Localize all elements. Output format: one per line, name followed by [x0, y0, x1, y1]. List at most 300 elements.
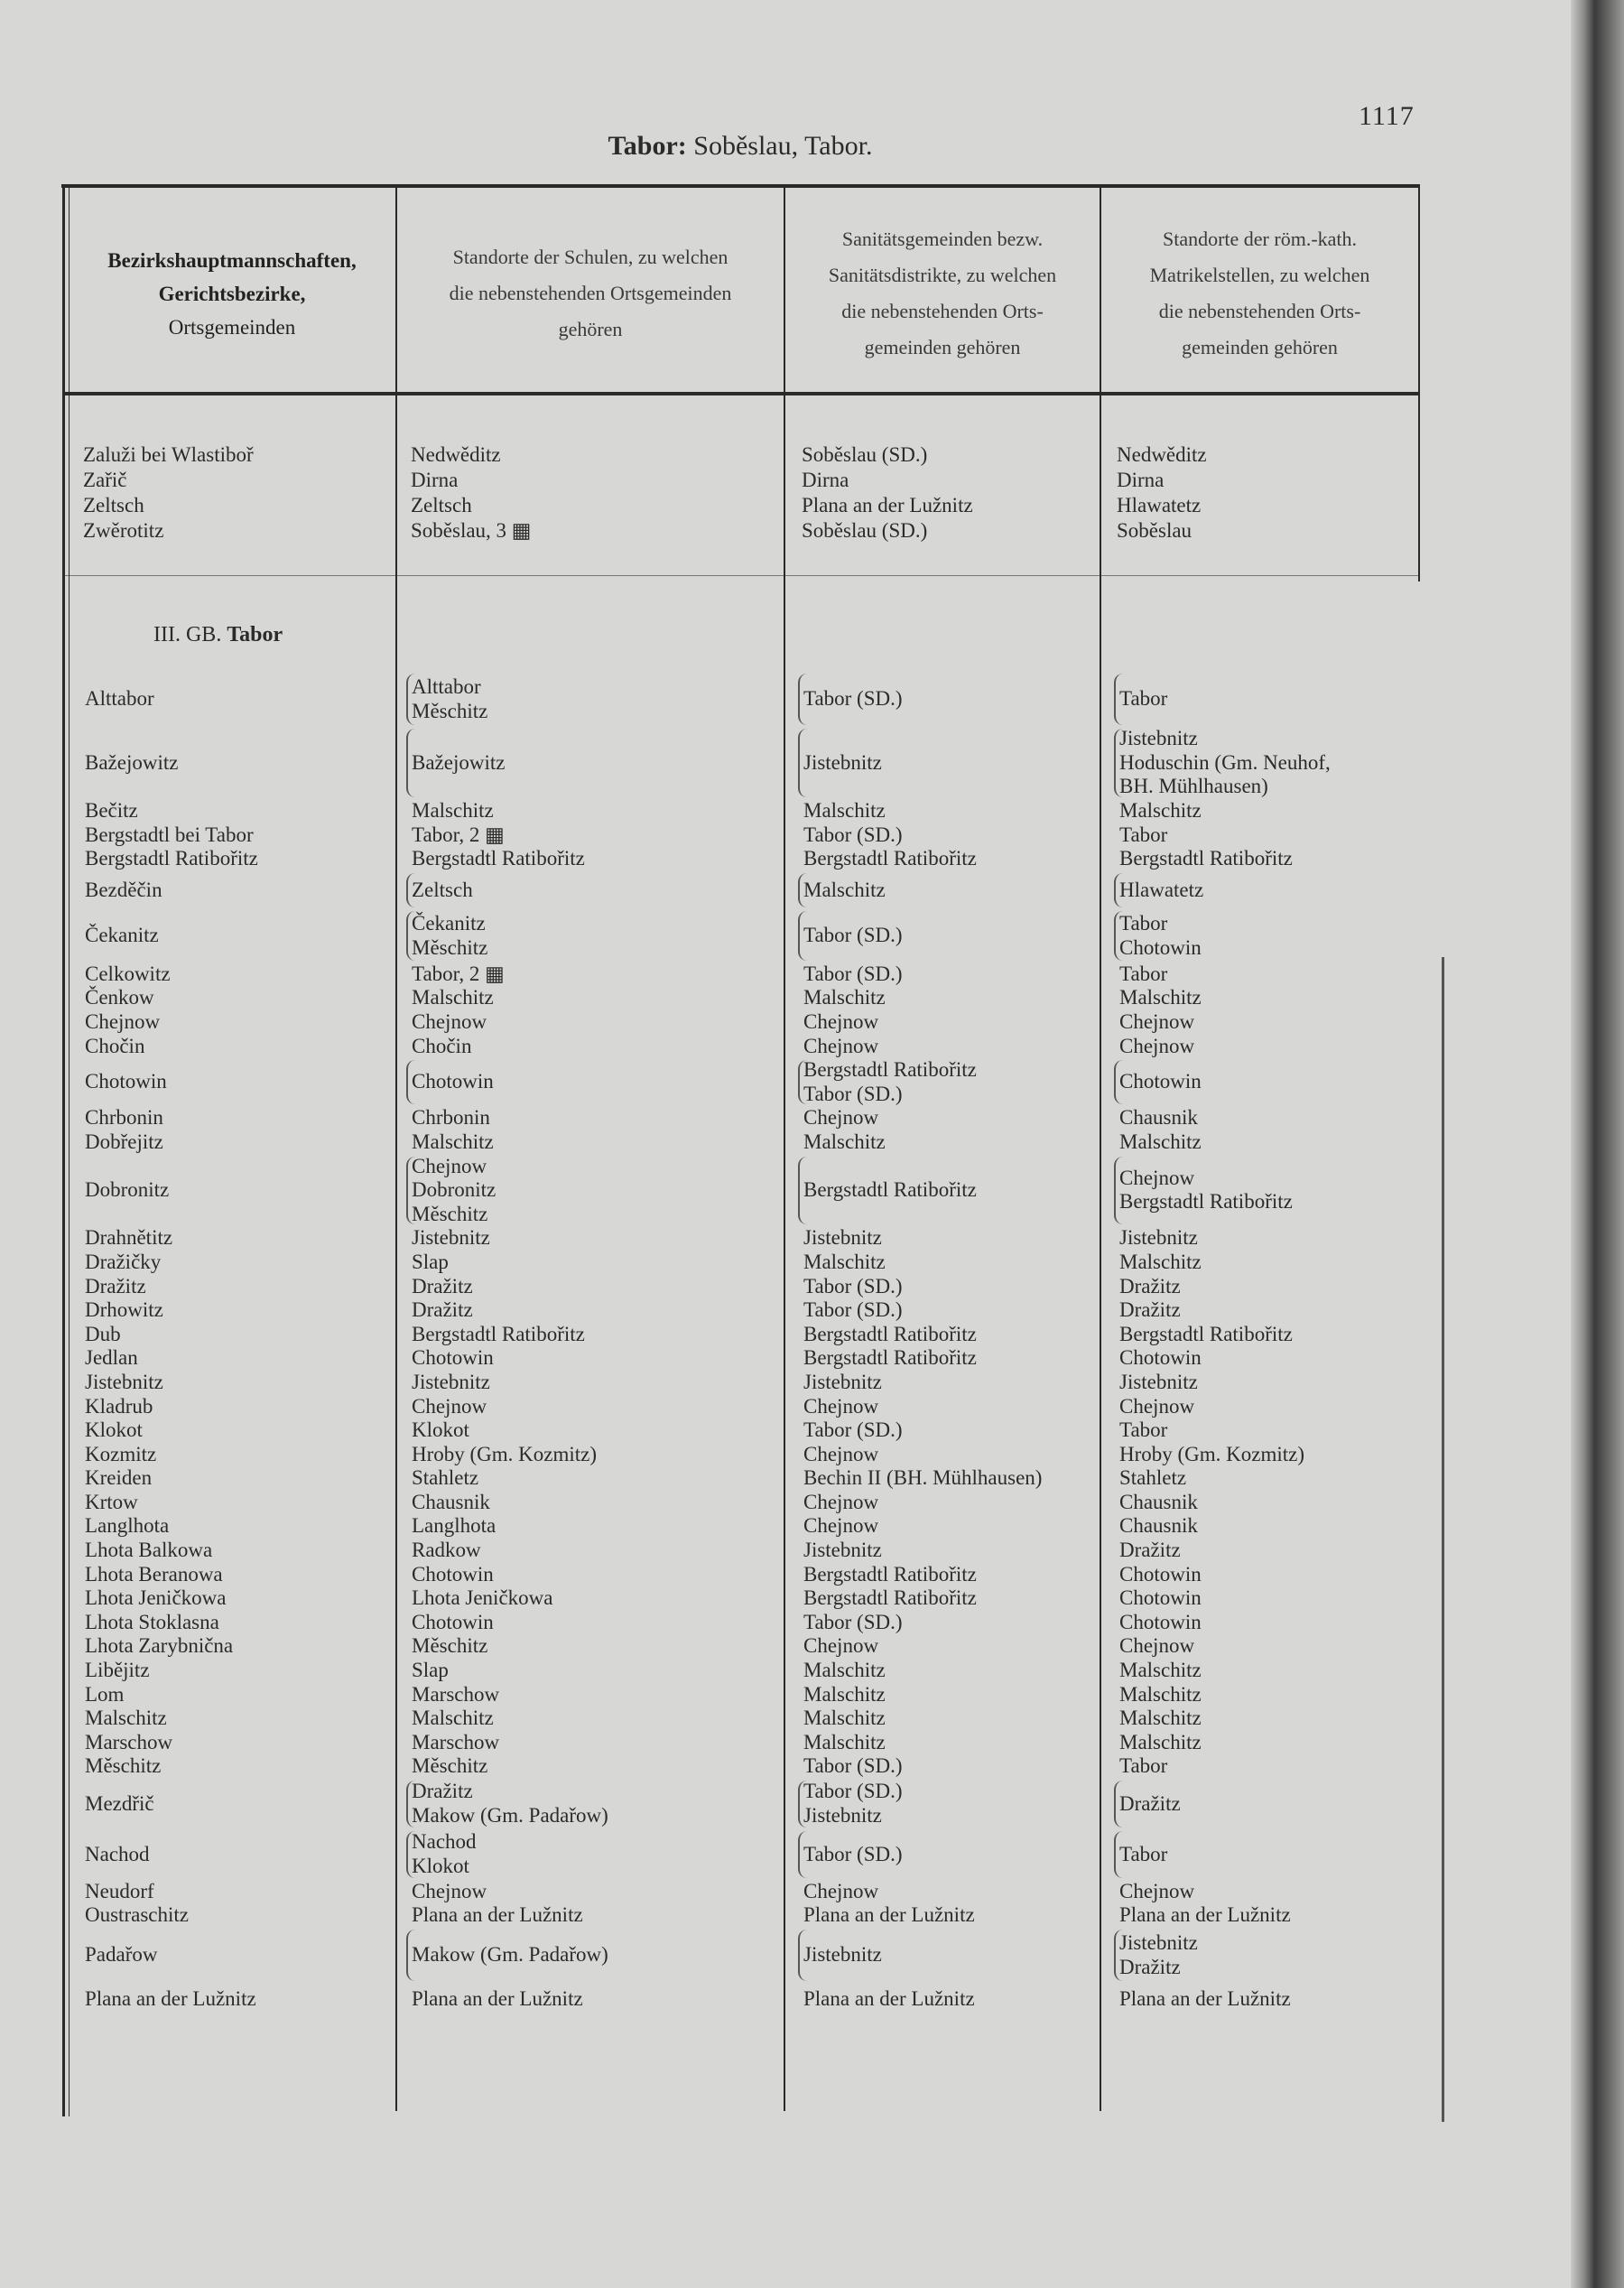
- cell-text: Malschitz: [1119, 1659, 1202, 1682]
- cell-text: Dražitz: [1119, 1274, 1181, 1297]
- cell-school: [412, 1491, 490, 1515]
- header-line: Sanitätsdistrikte, zu welchen: [828, 264, 1057, 286]
- cell-municipality: [85, 1779, 154, 1829]
- cell-sanitary-district: [803, 1106, 878, 1130]
- cell-school: [406, 729, 505, 797]
- cell-school: [412, 799, 494, 823]
- cell-municipality: [85, 1491, 138, 1515]
- cell-text: Tabor (SD.): [803, 1418, 903, 1442]
- cell-text: Jistebnitz: [803, 1943, 882, 1967]
- cell-text: Chrbonin: [85, 1106, 163, 1130]
- table-row: [0, 1010, 1444, 1035]
- cell-municipality: [85, 1058, 167, 1106]
- cell-text: Klokot: [412, 1854, 469, 1877]
- cell-text: Tabor (SD.): [803, 1082, 903, 1105]
- cell-text: Nedwěditz: [411, 443, 501, 466]
- cell-parish: [1119, 1880, 1194, 1904]
- cell-municipality: [85, 1298, 163, 1323]
- cell-sanitary-district: [803, 1491, 878, 1515]
- table-row: [0, 847, 1444, 871]
- cell-text: Tabor (SD.): [803, 687, 903, 711]
- cell-text: Chejnow: [1119, 1166, 1195, 1189]
- header-line: Bezirkshauptmannschaften,: [107, 248, 357, 272]
- cell-sanitary-district: [803, 1634, 878, 1659]
- table-row: [0, 1683, 1444, 1707]
- cell-school: [412, 1443, 597, 1467]
- cell-text: Jistebnitz: [1119, 1226, 1198, 1250]
- cell-text: Jistebnitz: [1119, 1930, 1198, 1954]
- cell-text: Dražitz: [412, 1780, 473, 1803]
- cell-text: Měschitz: [412, 1634, 488, 1658]
- cell-text: Padařow: [85, 1943, 158, 1967]
- cell-text: Dub: [85, 1322, 121, 1345]
- cell-municipality: [85, 1928, 157, 1983]
- cell-text: Bezděčin: [85, 878, 162, 901]
- cell-parish: [1119, 847, 1293, 871]
- cell-text: Zeltsch: [411, 494, 472, 516]
- cell-sanitary-district: [798, 873, 886, 908]
- cell-text: Chočin: [85, 1034, 145, 1057]
- cell-text: Chotowin: [1119, 1586, 1202, 1610]
- cell-parish: [1119, 1035, 1194, 1059]
- cell-school: [406, 1060, 494, 1104]
- cell-text: Hoduschin (Gm. Neuhof,: [1119, 750, 1331, 774]
- cell-text: Chotowin: [1119, 935, 1202, 959]
- cell-text: Čenkow: [85, 986, 154, 1009]
- cell-text: Slap: [412, 1659, 449, 1682]
- cell-sanitary-district: [803, 1586, 977, 1611]
- cell-sanitary-district: [798, 1781, 903, 1828]
- cell-text: Dražitz: [1119, 1955, 1181, 1978]
- cell-text: Lhota Jeničkowa: [412, 1586, 553, 1610]
- cell-text: Jistebnitz: [1119, 727, 1198, 750]
- header-col-sanitary: [785, 199, 1100, 388]
- cell-municipality: [85, 1683, 124, 1707]
- cell-sanitary-district: [798, 1060, 977, 1104]
- cell-text: Tabor (SD.): [803, 1610, 903, 1633]
- cell-parish: [1119, 1586, 1202, 1611]
- cell-text: Tabor, 2 ▦: [412, 823, 505, 846]
- cell-text: Zwěrotitz: [83, 519, 164, 542]
- cell-sanitary-district: [803, 1251, 886, 1275]
- table-row: [0, 1275, 1444, 1299]
- cell-text: Tabor: [1119, 1842, 1168, 1865]
- cell-text: Chejnow: [412, 1154, 487, 1177]
- cell-text: Tabor (SD.): [803, 1780, 903, 1803]
- cell-parish: [1119, 1983, 1291, 2016]
- cell-text: Kreiden: [85, 1466, 153, 1490]
- cell-text: Drahnětitz: [85, 1226, 173, 1250]
- cell-municipality: [85, 1346, 138, 1371]
- cell-parish: [1119, 1275, 1181, 1299]
- cell-municipality: [85, 1466, 152, 1491]
- cell-municipality: [85, 1010, 160, 1035]
- cell-text: Malschitz: [803, 1130, 886, 1153]
- cell-text: Dobřejitz: [85, 1130, 163, 1153]
- cell-text: Malschitz: [803, 1707, 886, 1730]
- cell-parish: [1114, 674, 1167, 725]
- cell-text: Lhota Jeničkowa: [85, 1586, 227, 1610]
- cell-text: Plana an der Lužnitz: [1119, 1903, 1291, 1927]
- municipality-table-body: [0, 672, 1444, 2016]
- cell-sanitary-district: [803, 1514, 878, 1539]
- cell-school: [412, 823, 505, 848]
- table-row: [0, 799, 1444, 823]
- table-row: [0, 1634, 1444, 1659]
- cell-sanitary-district: [803, 986, 886, 1010]
- cell-text: Malschitz: [1119, 986, 1202, 1009]
- cell-school: [412, 1731, 499, 1755]
- cell-text: Malschitz: [803, 1730, 886, 1753]
- cell-sanitary-district: [803, 1226, 882, 1251]
- cell-text: Malschitz: [1119, 1250, 1202, 1273]
- cell-sanitary-district: [803, 963, 903, 987]
- cell-text: Chotowin: [412, 1070, 494, 1093]
- table-row: [0, 1155, 1444, 1227]
- cell-text: Dobronitz: [412, 1178, 496, 1202]
- cell-text: Bažejowitz: [85, 750, 179, 774]
- page-number: 1117: [1359, 101, 1415, 131]
- cell-school: [406, 674, 487, 725]
- cell-text: Bergstadtl Ratibořitz: [85, 847, 258, 870]
- cell-school: [412, 1226, 490, 1251]
- cell-text: Bergstadtl Ratibořitz: [1119, 1190, 1293, 1214]
- cell-municipality: [85, 871, 162, 910]
- cell-text: Plana an der Lužnitz: [85, 1987, 256, 2011]
- cell-text: Neudorf: [85, 1879, 154, 1902]
- cell-municipality: [85, 986, 154, 1010]
- cell-text: Chotowin: [412, 1562, 494, 1586]
- cell-school: [412, 963, 505, 987]
- cell-text: Jistebnitz: [803, 1226, 882, 1250]
- cell-parish: [1119, 1251, 1202, 1275]
- cell-municipality: [85, 1659, 150, 1683]
- table-row: [0, 1106, 1444, 1130]
- cell-school: [412, 1634, 487, 1659]
- header-line: gemeinden gehören: [1182, 336, 1338, 358]
- cell-text: Chausnik: [412, 1490, 490, 1513]
- cell-municipality: [85, 1880, 154, 1904]
- cell-school: [412, 1298, 473, 1323]
- cell-school: [406, 873, 473, 908]
- cell-parish: [1119, 1371, 1198, 1395]
- cell-sanitary-district: [803, 1010, 878, 1035]
- cell-text: Tabor: [1119, 962, 1168, 985]
- cell-school: [406, 911, 487, 961]
- cell-text: Malschitz: [1119, 798, 1202, 822]
- cell-text: Nachod: [412, 1830, 477, 1854]
- cell-parish: [1119, 1754, 1167, 1779]
- cell-text: Bergstadtl Ratibořitz: [412, 847, 585, 870]
- cell-municipality: [85, 1829, 150, 1880]
- cell-parish: [1119, 1130, 1202, 1155]
- cell-text: Chotowin: [1119, 1562, 1202, 1586]
- cell-text: Kozmitz: [85, 1442, 157, 1465]
- table-row: [0, 1659, 1444, 1683]
- cell-text: Bergstadtl Ratibořitz: [803, 1346, 977, 1370]
- cell-text: Bergstadtl Ratibořitz: [803, 1562, 977, 1586]
- cell-sanitary-district: [803, 1130, 886, 1155]
- district-prefix: III. GB.: [153, 623, 227, 646]
- cell-text: Drhowitz: [85, 1298, 163, 1322]
- cell-text: Malschitz: [803, 1682, 886, 1706]
- cell-school: [412, 986, 494, 1010]
- page-title: [0, 131, 1480, 162]
- cell-municipality: [85, 1903, 189, 1928]
- cell-text: Tabor: [1119, 687, 1168, 711]
- cell-school: [412, 1563, 494, 1587]
- cell-text: Langlhota: [85, 1514, 170, 1538]
- header-bottom-rule: [65, 392, 1419, 395]
- cell-text: Stahletz: [412, 1466, 479, 1490]
- cell-text: Soběslau: [1117, 519, 1192, 542]
- cell-municipality: [85, 1611, 219, 1635]
- cell-parish: [1119, 1010, 1194, 1035]
- cell-text: Chotowin: [412, 1346, 494, 1370]
- cell-text: Dražitz: [412, 1274, 473, 1297]
- cell-municipality: [85, 1226, 172, 1251]
- title-district: Tabor:: [608, 131, 687, 161]
- cell-sanitary-district: [803, 1983, 975, 2016]
- cell-text: Tabor: [1119, 911, 1168, 935]
- table-row: [0, 1443, 1444, 1467]
- cell-municipality: [85, 1323, 121, 1347]
- cell-text: Krtow: [85, 1490, 138, 1513]
- header-line: Standorte der röm.-kath.: [1162, 228, 1358, 250]
- cell-text: Bergstadtl Ratibořitz: [803, 1058, 977, 1082]
- cell-municipality: [85, 1586, 226, 1611]
- district-name: Tabor: [227, 623, 283, 646]
- cell-parish: [1119, 823, 1167, 848]
- cell-text: Zeltsch: [412, 878, 473, 901]
- cell-parish: [1114, 1157, 1293, 1225]
- cell-text: Kladrub: [85, 1394, 153, 1418]
- cell-parish: [1119, 1443, 1304, 1467]
- table-top-rule: [61, 184, 1420, 188]
- cell-text: Chejnow: [412, 1394, 487, 1418]
- cell-text: Marschow: [85, 1730, 173, 1753]
- cell-sanitary-district: [798, 729, 882, 797]
- cell-text: Bechin II (BH. Mühlhausen): [803, 1466, 1043, 1490]
- cell-text: Hroby (Gm. Kozmitz): [412, 1442, 598, 1465]
- cell-school: [412, 847, 585, 871]
- cell-municipality: [85, 1563, 223, 1587]
- cell-parish: [1119, 1346, 1202, 1371]
- cell-text: Lhota Zarybnična: [85, 1634, 234, 1658]
- cell-school: [406, 1154, 496, 1225]
- sec1-col-municipalities: [83, 442, 254, 544]
- cell-text: Dražičky: [85, 1250, 162, 1273]
- cell-text: Malschitz: [1119, 1130, 1202, 1153]
- table-row: [0, 1058, 1444, 1106]
- cell-parish: [1114, 911, 1202, 961]
- cell-school: [406, 1781, 608, 1828]
- cell-municipality: [85, 1539, 212, 1563]
- cell-text: Zaluži bei Wlastiboř: [83, 443, 254, 466]
- table-row: [0, 1226, 1444, 1251]
- cell-text: Chausnik: [1119, 1106, 1198, 1130]
- cell-municipality: [85, 909, 159, 963]
- cell-text: Chejnow: [1119, 1879, 1195, 1902]
- cell-school: [412, 1983, 583, 2016]
- table-row: [0, 1514, 1444, 1539]
- cell-text: Plana an der Lužnitz: [1119, 1987, 1291, 2011]
- cell-parish: [1119, 1395, 1194, 1419]
- cell-text: Malschitz: [85, 1707, 167, 1730]
- cell-school: [412, 1010, 487, 1035]
- cell-text: Dobronitz: [85, 1178, 170, 1202]
- cell-text: Chrbonin: [412, 1106, 490, 1130]
- cell-text: Dirna: [1117, 469, 1165, 491]
- cell-text: Soběslau (SD.): [802, 443, 928, 466]
- cell-text: Tabor: [1119, 823, 1168, 846]
- cell-text: Tabor (SD.): [803, 1754, 903, 1778]
- cell-sanitary-district: [803, 799, 886, 823]
- cell-text: Lom: [85, 1682, 125, 1706]
- header-line: Standorte der Schulen, zu welchen: [452, 246, 728, 268]
- cell-sanitary-district: [803, 1418, 903, 1443]
- cell-text: Chejnow: [803, 1106, 879, 1130]
- header-line: Sanitätsgemeinden bezw.: [841, 228, 1044, 250]
- cell-sanitary-district: [803, 1659, 886, 1683]
- cell-text: Chejnow: [803, 1010, 879, 1033]
- cell-text: Plana an der Lužnitz: [412, 1987, 583, 2011]
- table-row: [0, 1880, 1444, 1904]
- cell-text: Tabor: [1119, 1754, 1168, 1778]
- cell-text: Chejnow: [803, 1634, 879, 1658]
- cell-text: Langlhota: [412, 1514, 496, 1538]
- cell-text: Bergstadtl Ratibořitz: [803, 847, 977, 870]
- cell-text: Měschitz: [412, 699, 488, 722]
- cell-text: Chotowin: [1119, 1610, 1202, 1633]
- cell-text: Jistebnitz: [412, 1226, 490, 1250]
- cell-text: Malschitz: [1119, 1682, 1202, 1706]
- table-row: [0, 1251, 1444, 1275]
- cell-text: Bergstadtl Ratibořitz: [803, 1586, 977, 1610]
- cell-sanitary-district: [803, 1346, 977, 1371]
- table-row: [0, 1346, 1444, 1371]
- cell-text: Alttabor: [412, 674, 481, 698]
- cell-text: Chotowin: [85, 1070, 167, 1093]
- table-row: [0, 1539, 1444, 1563]
- cell-school: [412, 1754, 487, 1779]
- cell-text: Hlawatetz: [1119, 878, 1204, 901]
- cell-text: Marschow: [412, 1730, 500, 1753]
- header-line: die nebenstehenden Orts-: [1158, 300, 1361, 322]
- cell-sanitary-district: [803, 1395, 878, 1419]
- cell-text: Dirna: [411, 469, 459, 491]
- cell-text: Nachod: [85, 1842, 150, 1865]
- cell-text: Bergstadtl bei Tabor: [85, 823, 254, 846]
- cell-text: Bergstadtl Ratibořitz: [803, 1178, 977, 1202]
- cell-municipality: [85, 963, 171, 987]
- cell-text: Tabor (SD.): [803, 1274, 903, 1297]
- cell-text: Čekanitz: [85, 924, 159, 947]
- cell-text: Dražitz: [1119, 1539, 1181, 1562]
- cell-text: Bergstadtl Ratibořitz: [412, 1322, 585, 1345]
- cell-municipality: [85, 1130, 163, 1155]
- cell-school: [412, 1659, 449, 1683]
- cell-text: Zeltsch: [83, 494, 144, 516]
- cell-school: [412, 1586, 552, 1611]
- cell-municipality: [85, 1275, 146, 1299]
- cell-school: [412, 1880, 487, 1904]
- cell-school: [412, 1251, 449, 1275]
- cell-text: Malschitz: [412, 1130, 494, 1153]
- cell-text: Bergstadtl Ratibořitz: [1119, 847, 1293, 870]
- cell-text: Klokot: [85, 1418, 143, 1442]
- cell-sanitary-district: [798, 1157, 977, 1225]
- cell-text: Stahletz: [1119, 1466, 1187, 1490]
- cell-text: Jistebnitz: [803, 1539, 882, 1562]
- cell-text: Malschitz: [803, 798, 886, 822]
- cell-text: Lhota Balkowa: [85, 1539, 213, 1562]
- table-row: [0, 871, 1444, 910]
- cell-text: Soběslau, 3 ▦: [411, 519, 532, 542]
- cell-parish: [1119, 1106, 1198, 1130]
- cell-municipality: [85, 1371, 163, 1395]
- cell-text: Chejnow: [803, 1490, 879, 1513]
- cell-text: BH. Mühlhausen): [1119, 775, 1268, 798]
- cell-text: Slap: [412, 1250, 449, 1273]
- header-line: Gerichtsbezirke,: [158, 282, 306, 305]
- cell-text: Chotowin: [1119, 1070, 1202, 1093]
- cell-text: Malschitz: [1119, 1707, 1202, 1730]
- table-row: [0, 1707, 1444, 1731]
- cell-school: [406, 1930, 608, 1981]
- cell-municipality: [85, 1106, 163, 1130]
- cell-text: Tabor (SD.): [803, 924, 903, 947]
- cell-parish: [1119, 1514, 1198, 1539]
- table-row: [0, 1754, 1444, 1779]
- header-line: die nebenstehenden Ortsgemeinden: [449, 282, 732, 304]
- cell-text: Libějitz: [85, 1659, 150, 1682]
- cell-sanitary-district: [798, 1930, 882, 1981]
- cell-text: Klokot: [412, 1418, 469, 1442]
- cell-text: Nedwěditz: [1117, 443, 1207, 466]
- cell-text: Celkowitz: [85, 962, 171, 985]
- cell-text: Chejnow: [1119, 1394, 1195, 1418]
- table-row: [0, 909, 1444, 963]
- cell-municipality: [85, 727, 178, 799]
- header-line: gemeinden gehören: [864, 336, 1021, 358]
- cell-parish: [1119, 799, 1202, 823]
- table-row: [0, 1130, 1444, 1155]
- cell-text: Bečitz: [85, 798, 138, 822]
- cell-municipality: [85, 1251, 161, 1275]
- cell-text: Jistebnitz: [803, 750, 882, 774]
- cell-text: Marschow: [412, 1682, 500, 1706]
- cell-parish: [1114, 1060, 1202, 1104]
- cell-text: Chausnik: [1119, 1490, 1198, 1513]
- cell-parish: [1119, 1634, 1194, 1659]
- table-row: [0, 1903, 1444, 1928]
- table-row: [0, 1466, 1444, 1491]
- cell-text: Tabor (SD.): [803, 1298, 903, 1322]
- cell-text: Měschitz: [412, 1754, 488, 1778]
- table-row: [0, 1371, 1444, 1395]
- cell-text: Malschitz: [412, 986, 494, 1009]
- cell-text: Jedlan: [85, 1346, 138, 1370]
- cell-text: Dirna: [802, 469, 849, 491]
- cell-text: Alttabor: [85, 687, 154, 711]
- cell-sanitary-district: [803, 1707, 886, 1731]
- cell-parish: [1119, 1903, 1291, 1928]
- cell-sanitary-district: [803, 1443, 878, 1467]
- cell-text: Lhota Beranowa: [85, 1562, 223, 1586]
- cell-sanitary-district: [803, 1683, 886, 1707]
- header-line: gehören: [558, 318, 623, 340]
